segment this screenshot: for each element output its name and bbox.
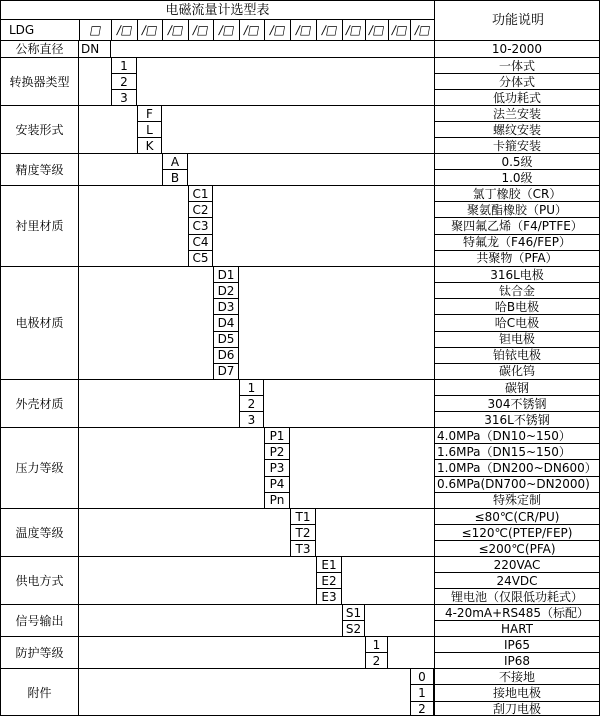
function-column <box>434 669 599 716</box>
code-column <box>365 637 388 668</box>
option-code: P1 <box>264 428 290 444</box>
category-label: 压力等级 <box>1 428 79 508</box>
option-code: C2 <box>188 202 213 218</box>
option-description: 220VAC <box>434 557 599 573</box>
slot-glyph: /□ <box>320 23 339 37</box>
box-glyph: □ <box>88 23 103 37</box>
slot-glyph: /□ <box>413 23 432 37</box>
option-description: 钽电极 <box>434 332 599 348</box>
slot-glyph: /□ <box>268 23 287 37</box>
option-code: P2 <box>264 444 290 460</box>
option-code: 1 <box>410 685 434 701</box>
option-description: HART <box>434 621 599 636</box>
option-code: Pn <box>264 493 290 508</box>
option-description: IP65 <box>434 637 599 653</box>
option-description: 分体式 <box>434 74 599 90</box>
category-block-protection-rating <box>1 637 599 669</box>
code-column <box>111 58 137 105</box>
option-description: 0.6MPa(DN700~DN2000) <box>434 477 599 493</box>
table-title: 电磁流量计选型表 <box>1 1 434 20</box>
option-description: 1.0MPa（DN200~DN600） <box>434 460 599 476</box>
option-description: 刮刀电极 <box>434 702 599 716</box>
option-description: IP68 <box>434 653 599 668</box>
function-column <box>434 605 599 636</box>
option-code: D4 <box>213 315 239 331</box>
table-header <box>1 1 599 41</box>
model-code-slot <box>239 20 264 40</box>
model-code-slot <box>111 20 137 40</box>
option-description: 法兰安装 <box>434 106 599 122</box>
model-code-slot <box>290 20 316 40</box>
slot-glyph: /□ <box>141 23 159 37</box>
function-column-header: 功能说明 <box>434 1 600 40</box>
option-description: 锂电池（仅限低功耗式） <box>434 589 599 604</box>
option-code: S1 <box>342 605 365 621</box>
option-description: 铂铱电极 <box>434 348 599 364</box>
code-column <box>213 267 239 379</box>
code-column <box>410 669 434 716</box>
option-code: K <box>137 138 162 153</box>
option-code: 1 <box>239 380 264 396</box>
option-code: E3 <box>316 589 342 604</box>
option-code: C3 <box>188 218 213 234</box>
option-code: D1 <box>213 267 239 283</box>
slot-glyph: /□ <box>192 23 210 37</box>
option-description: 一体式 <box>434 58 599 74</box>
option-description: 304不锈钢 <box>434 396 599 412</box>
option-code: P4 <box>264 477 290 493</box>
category-block-pressure-rating <box>1 428 599 509</box>
category-block-electrode-material <box>1 267 599 380</box>
option-description: 不接地 <box>434 669 599 685</box>
option-code: 3 <box>239 412 264 427</box>
option-description: 低功耗式 <box>434 90 599 105</box>
model-code-slot <box>137 20 162 40</box>
model-code-slot <box>264 20 290 40</box>
code-column <box>239 380 264 427</box>
option-code: DN <box>79 41 111 57</box>
model-code-slot <box>410 20 434 40</box>
model-prefix: LDG <box>9 23 35 37</box>
category-label: 附件 <box>1 669 79 716</box>
option-code: 3 <box>111 90 137 105</box>
model-code-slot <box>188 20 213 40</box>
slot-glyph: /□ <box>345 23 363 37</box>
option-code: 2 <box>365 653 388 668</box>
option-description: 卡箍安装 <box>434 138 599 153</box>
code-column <box>342 605 365 636</box>
model-code-slot <box>388 20 410 40</box>
category-label: 转换器类型 <box>1 58 79 105</box>
slot-glyph: /□ <box>243 23 261 37</box>
option-code: D3 <box>213 299 239 315</box>
slot-glyph: /□ <box>217 23 236 37</box>
slot-glyph: /□ <box>294 23 313 37</box>
option-description: ≤120℃(PTEP/FEP) <box>434 525 599 541</box>
model-code-box <box>79 20 111 40</box>
code-column <box>290 509 316 556</box>
option-code: D2 <box>213 283 239 299</box>
option-description: 316L电极 <box>434 267 599 283</box>
nominal-diameter-row <box>1 41 599 58</box>
option-code: 0 <box>410 669 434 685</box>
option-code: E2 <box>316 573 342 589</box>
category-label: 电极材质 <box>1 267 79 379</box>
option-description: 10-2000 <box>434 41 599 57</box>
model-code-slot <box>316 20 342 40</box>
category-block-signal-output <box>1 605 599 637</box>
option-description: 0.5级 <box>434 154 599 170</box>
option-description: 哈B电极 <box>434 299 599 315</box>
category-label: 供电方式 <box>1 557 79 604</box>
option-description: 碳钢 <box>434 380 599 396</box>
model-code-row <box>1 20 434 40</box>
model-code-slot <box>365 20 388 40</box>
category-block-liner-material <box>1 186 599 267</box>
option-description: 1.0级 <box>434 170 599 185</box>
option-description: 4-20mA+RS485（标配） <box>434 605 599 621</box>
category-label: 安装形式 <box>1 106 79 153</box>
option-description: ≤80℃(CR/PU) <box>434 509 599 525</box>
option-code: D5 <box>213 332 239 348</box>
code-column <box>188 186 213 266</box>
category-label: 信号输出 <box>1 605 79 636</box>
option-code: D7 <box>213 364 239 379</box>
option-description: 共聚物（PFA） <box>434 251 599 266</box>
model-code-slot <box>162 20 188 40</box>
category-block-housing-material <box>1 380 599 428</box>
code-column <box>162 154 188 185</box>
option-description: 聚氨酯橡胶（PU） <box>434 202 599 218</box>
option-description: 哈C电极 <box>434 315 599 331</box>
option-code: D6 <box>213 348 239 364</box>
option-code: B <box>162 170 188 185</box>
category-block-installation <box>1 106 599 154</box>
function-column <box>434 186 599 266</box>
slot-glyph: /□ <box>166 23 185 37</box>
function-column <box>434 509 599 556</box>
category-label: 外壳材质 <box>1 380 79 427</box>
category-block-transmitter-type <box>1 58 599 106</box>
option-description: 1.6MPa（DN15~150） <box>434 444 599 460</box>
function-column <box>434 267 599 379</box>
code-column <box>316 557 342 604</box>
slot-glyph: /□ <box>115 23 134 37</box>
option-code: C4 <box>188 235 213 251</box>
option-description: 特氟龙（F46/FEP） <box>434 235 599 251</box>
category-label: 精度等级 <box>1 154 79 185</box>
category-label: 衬里材质 <box>1 186 79 266</box>
function-column <box>434 380 599 427</box>
option-description: ≤200℃(PFA) <box>434 541 599 556</box>
option-description: 聚四氟乙烯（F4/PTFE） <box>434 218 599 234</box>
option-code: P3 <box>264 460 290 476</box>
option-code: 2 <box>111 74 137 90</box>
category-block-power-supply <box>1 557 599 605</box>
category-block-accuracy <box>1 154 599 186</box>
slot-glyph: /□ <box>368 23 386 37</box>
category-block-accessories <box>1 669 599 716</box>
option-code: T1 <box>290 509 316 525</box>
option-code: L <box>137 122 162 138</box>
option-code: C1 <box>188 186 213 202</box>
option-code: S2 <box>342 621 365 636</box>
function-column <box>434 106 599 153</box>
category-block-temperature-rating <box>1 509 599 557</box>
category-label: 防护等级 <box>1 637 79 668</box>
model-code-slot <box>342 20 365 40</box>
option-description: 24VDC <box>434 573 599 589</box>
option-code: T3 <box>290 541 316 556</box>
option-description: 316L不锈钢 <box>434 412 599 427</box>
option-description: 氯丁橡胶（CR） <box>434 186 599 202</box>
option-code: 1 <box>111 58 137 74</box>
option-code: F <box>137 106 162 122</box>
option-description: 碳化钨 <box>434 364 599 379</box>
option-code: T2 <box>290 525 316 541</box>
option-code: A <box>162 154 188 170</box>
function-column <box>434 154 599 185</box>
function-column <box>434 637 599 668</box>
slot-glyph: /□ <box>390 23 409 37</box>
function-column <box>434 428 599 508</box>
option-code: 1 <box>365 637 388 653</box>
category-label: 温度等级 <box>1 509 79 556</box>
model-code-slot <box>213 20 239 40</box>
option-code: 2 <box>239 396 264 412</box>
option-description: 钛合金 <box>434 283 599 299</box>
category-label: 公称直径 <box>1 41 79 57</box>
option-code: C5 <box>188 251 213 266</box>
code-column <box>264 428 290 508</box>
option-code: E1 <box>316 557 342 573</box>
option-description: 4.0MPa（DN10~150） <box>434 428 599 444</box>
option-description: 接地电极 <box>434 685 599 701</box>
code-column <box>137 106 162 153</box>
option-code: 2 <box>410 702 434 716</box>
function-column <box>434 557 599 604</box>
function-column <box>434 58 599 105</box>
option-description: 特殊定制 <box>434 493 599 508</box>
option-description: 螺纹安装 <box>434 122 599 138</box>
